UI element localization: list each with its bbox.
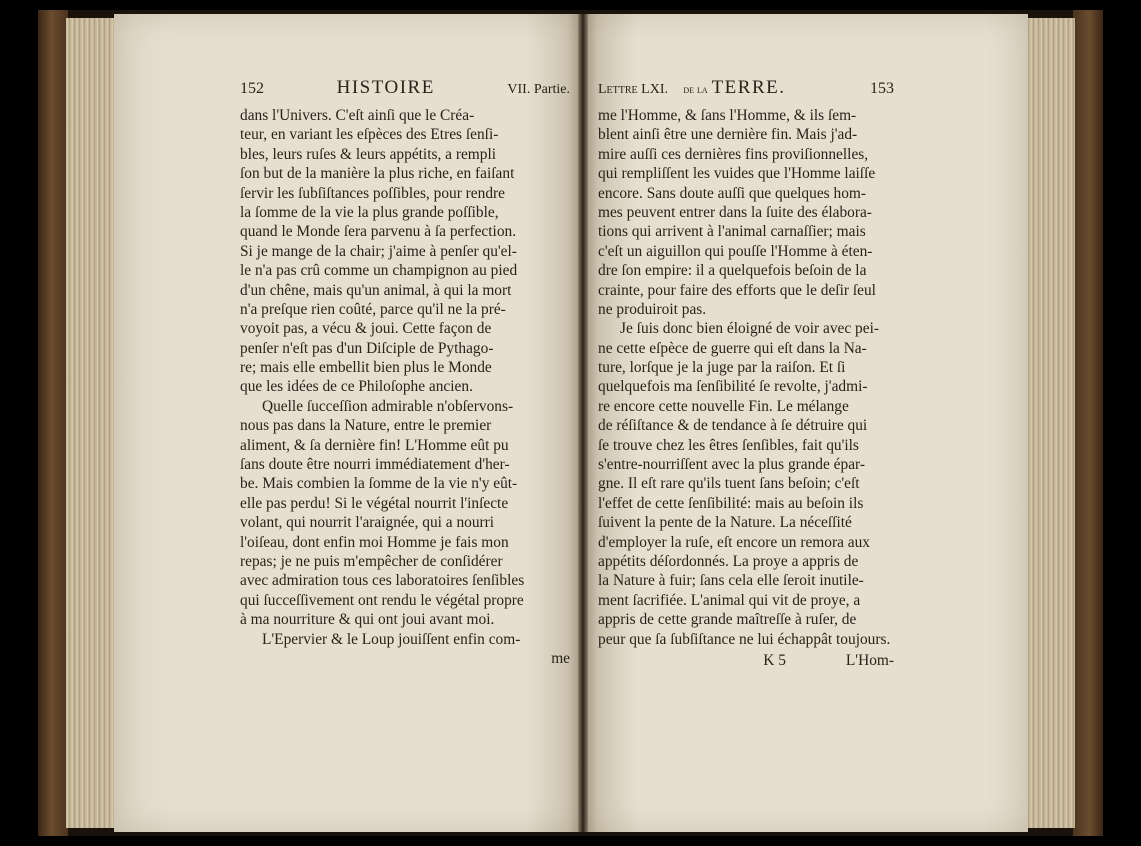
right-page-number: 153 [870, 80, 894, 97]
text-line: c'eſt un aiguillon qui pouſſe l'Homme à éten- [598, 242, 873, 260]
left-catchword: me [551, 649, 570, 667]
text-line: l'effet de cette ſenſibilité: mais au beſoin ils [598, 494, 864, 512]
left-running-title: HISTOIRE [336, 77, 435, 98]
right-page-footer [598, 651, 894, 670]
text-line: Je ſuis donc bien éloigné de voir avec pei- [620, 320, 879, 338]
left-part-label: VII. Partie. [507, 82, 570, 97]
text-line: dans l'Univers. C'eſt ainſi que le Créa- [240, 107, 475, 124]
text-line: tions qui arrivent à l'animal carnaſſier; mais [598, 223, 866, 241]
text-line: ſe trouve chez les êtres ſenſibles, fait qu'ils [598, 436, 859, 454]
right-page-header [598, 78, 894, 106]
text-line: quelquefois ma ſenſibilité ſe revolte, j'admi- [598, 378, 868, 396]
text-line: ſans doute être nourri immédiatement d'her- [240, 456, 510, 474]
text-line: repas; je ne puis m'empêcher de conſidérer [240, 552, 503, 570]
right-catchword: L'Hom- [845, 651, 894, 669]
text-line: qui rempliſſent les vuides que l'Homme laiſſe [598, 165, 876, 183]
text-line: le n'a pas crû comme un champignon au pied [240, 262, 518, 280]
page-edges-left [66, 18, 116, 828]
text-line: elle pas perdu! Si le végétal nourrit l'inſecte [240, 494, 509, 512]
text-line: peur que ſa ſubſiſtance ne lui échappât toujours. [598, 630, 891, 648]
text-line: aliment, & ſa dernière fin! L'Homme eût pu [240, 436, 509, 454]
text-line: nous pas dans la Nature, entre le premier [240, 417, 492, 435]
text-line: qui ſucceſſivement ont rendu le végétal propre [240, 591, 524, 609]
text-line: la Nature à fuir; ſans cela elle ſeroit inutile- [598, 572, 864, 590]
text-line: ne cette eſpèce de guerre qui eſt dans la Na- [598, 339, 867, 357]
text-line: appétits déſordonnés. La proye a appris de [598, 552, 859, 570]
text-line: que les idées de ce Philoſophe ancien. [240, 378, 473, 396]
right-signature-mark: K 5 [763, 651, 786, 669]
text-line: crainte, pour faire des efforts que le deſir ſeul [598, 281, 876, 299]
left-body-text [240, 106, 570, 649]
text-line: voyoit pas, a vécu & joui. Cette façon de [240, 320, 492, 338]
left-page-number: 152 [240, 80, 264, 97]
text-line: me l'Homme, & ſans l'Homme, & ils ſem- [598, 107, 857, 124]
text-line: teur, en variant les eſpèces des Etres ſenſi- [240, 126, 499, 144]
left-page-header [240, 78, 570, 106]
text-line: quand le Monde ſera parvenu à ſa perfection. [240, 223, 517, 241]
text-line: L'Epervier & le Loup jouiſſent enfin com- [262, 630, 521, 648]
text-line: bles, leurs ruſes & leurs appétits, a rempli [240, 145, 497, 163]
page-edges-right [1025, 18, 1075, 828]
text-line: Quelle ſucceſſion admirable n'obſervons- [262, 397, 514, 415]
text-line: dre ſon empire: il a quelquefois beſoin de la [598, 262, 867, 280]
book-cover-left [38, 10, 68, 836]
left-page-text [240, 78, 570, 668]
right-letter-label: Lettre LXI. [598, 82, 668, 97]
right-de-la: de la [683, 82, 708, 96]
text-line: appris de cette grande maîtreſſe à ruſer, de [598, 611, 857, 629]
text-line: mes peuvent entrer dans la ſuite des élabora- [598, 203, 872, 221]
open-book [38, 10, 1103, 836]
text-line: l'oiſeau, dont enfin moi Homme je fais mon [240, 533, 509, 551]
text-line: be. Mais combien la ſomme de la vie n'y eût- [240, 475, 518, 493]
right-body-text [598, 106, 894, 649]
text-line: re; mais elle embellit bien plus le Monde [240, 359, 492, 377]
book-gutter [578, 14, 588, 832]
text-line: volant, qui nourrit l'araignée, qui a nourri [240, 514, 495, 532]
book-cover-right [1073, 10, 1103, 836]
text-line: d'employer la ruſe, eſt encore un remora aux [598, 533, 870, 551]
text-line: Si je mange de la chair; j'aime à penſer qu'el- [240, 242, 517, 260]
text-line: à ma nourriture & qui ont joui avant moi. [240, 611, 495, 629]
text-line: de réſiſtance & de tendance à ſe détruire qui [598, 417, 868, 435]
text-line: mire auſſi ces dernières fins proviſionnelles, [598, 145, 869, 163]
text-line: s'entre-nourriſſent avec la plus grande épar- [598, 456, 865, 474]
text-line: avec admiration tous ces laboratoires ſenſibles [240, 572, 525, 590]
text-line: gne. Il eſt rare qu'ils tuent ſans beſoin; c'eſt [598, 475, 860, 493]
text-line: ment ſacrifiée. L'animal qui vit de proye, a [598, 591, 861, 609]
right-running-title: TERRE. [711, 77, 786, 98]
text-line: encore. Sans doute auſſi que quelques hom- [598, 184, 866, 202]
text-line: ſon but de la manière la plus riche, en faiſant [240, 165, 515, 183]
text-line: re encore cette nouvelle Fin. Le mélange [598, 397, 849, 415]
text-line: la ſomme de la vie la plus grande poſſible, [240, 203, 499, 221]
text-line: blent ainſi être une dernière fin. Mais j'ad- [598, 126, 858, 144]
text-line: ne produiroit pas. [598, 300, 707, 318]
text-line: penſer n'eſt pas d'un Diſciple de Pythago- [240, 339, 494, 357]
text-line: ſuivent la pente de la Nature. La néceſſité [598, 514, 852, 532]
text-line: n'a preſque rien coûté, parce qu'il ne la pré- [240, 300, 506, 318]
text-line: d'un chêne, mais qu'un animal, à qui la mort [240, 281, 512, 299]
text-line: ſervir les ſubſiſtances poſſibles, pour rendre [240, 184, 505, 202]
text-line: ture, lorſque je la juge par la raiſon. Et ſi [598, 359, 846, 377]
right-page-text [598, 78, 894, 670]
